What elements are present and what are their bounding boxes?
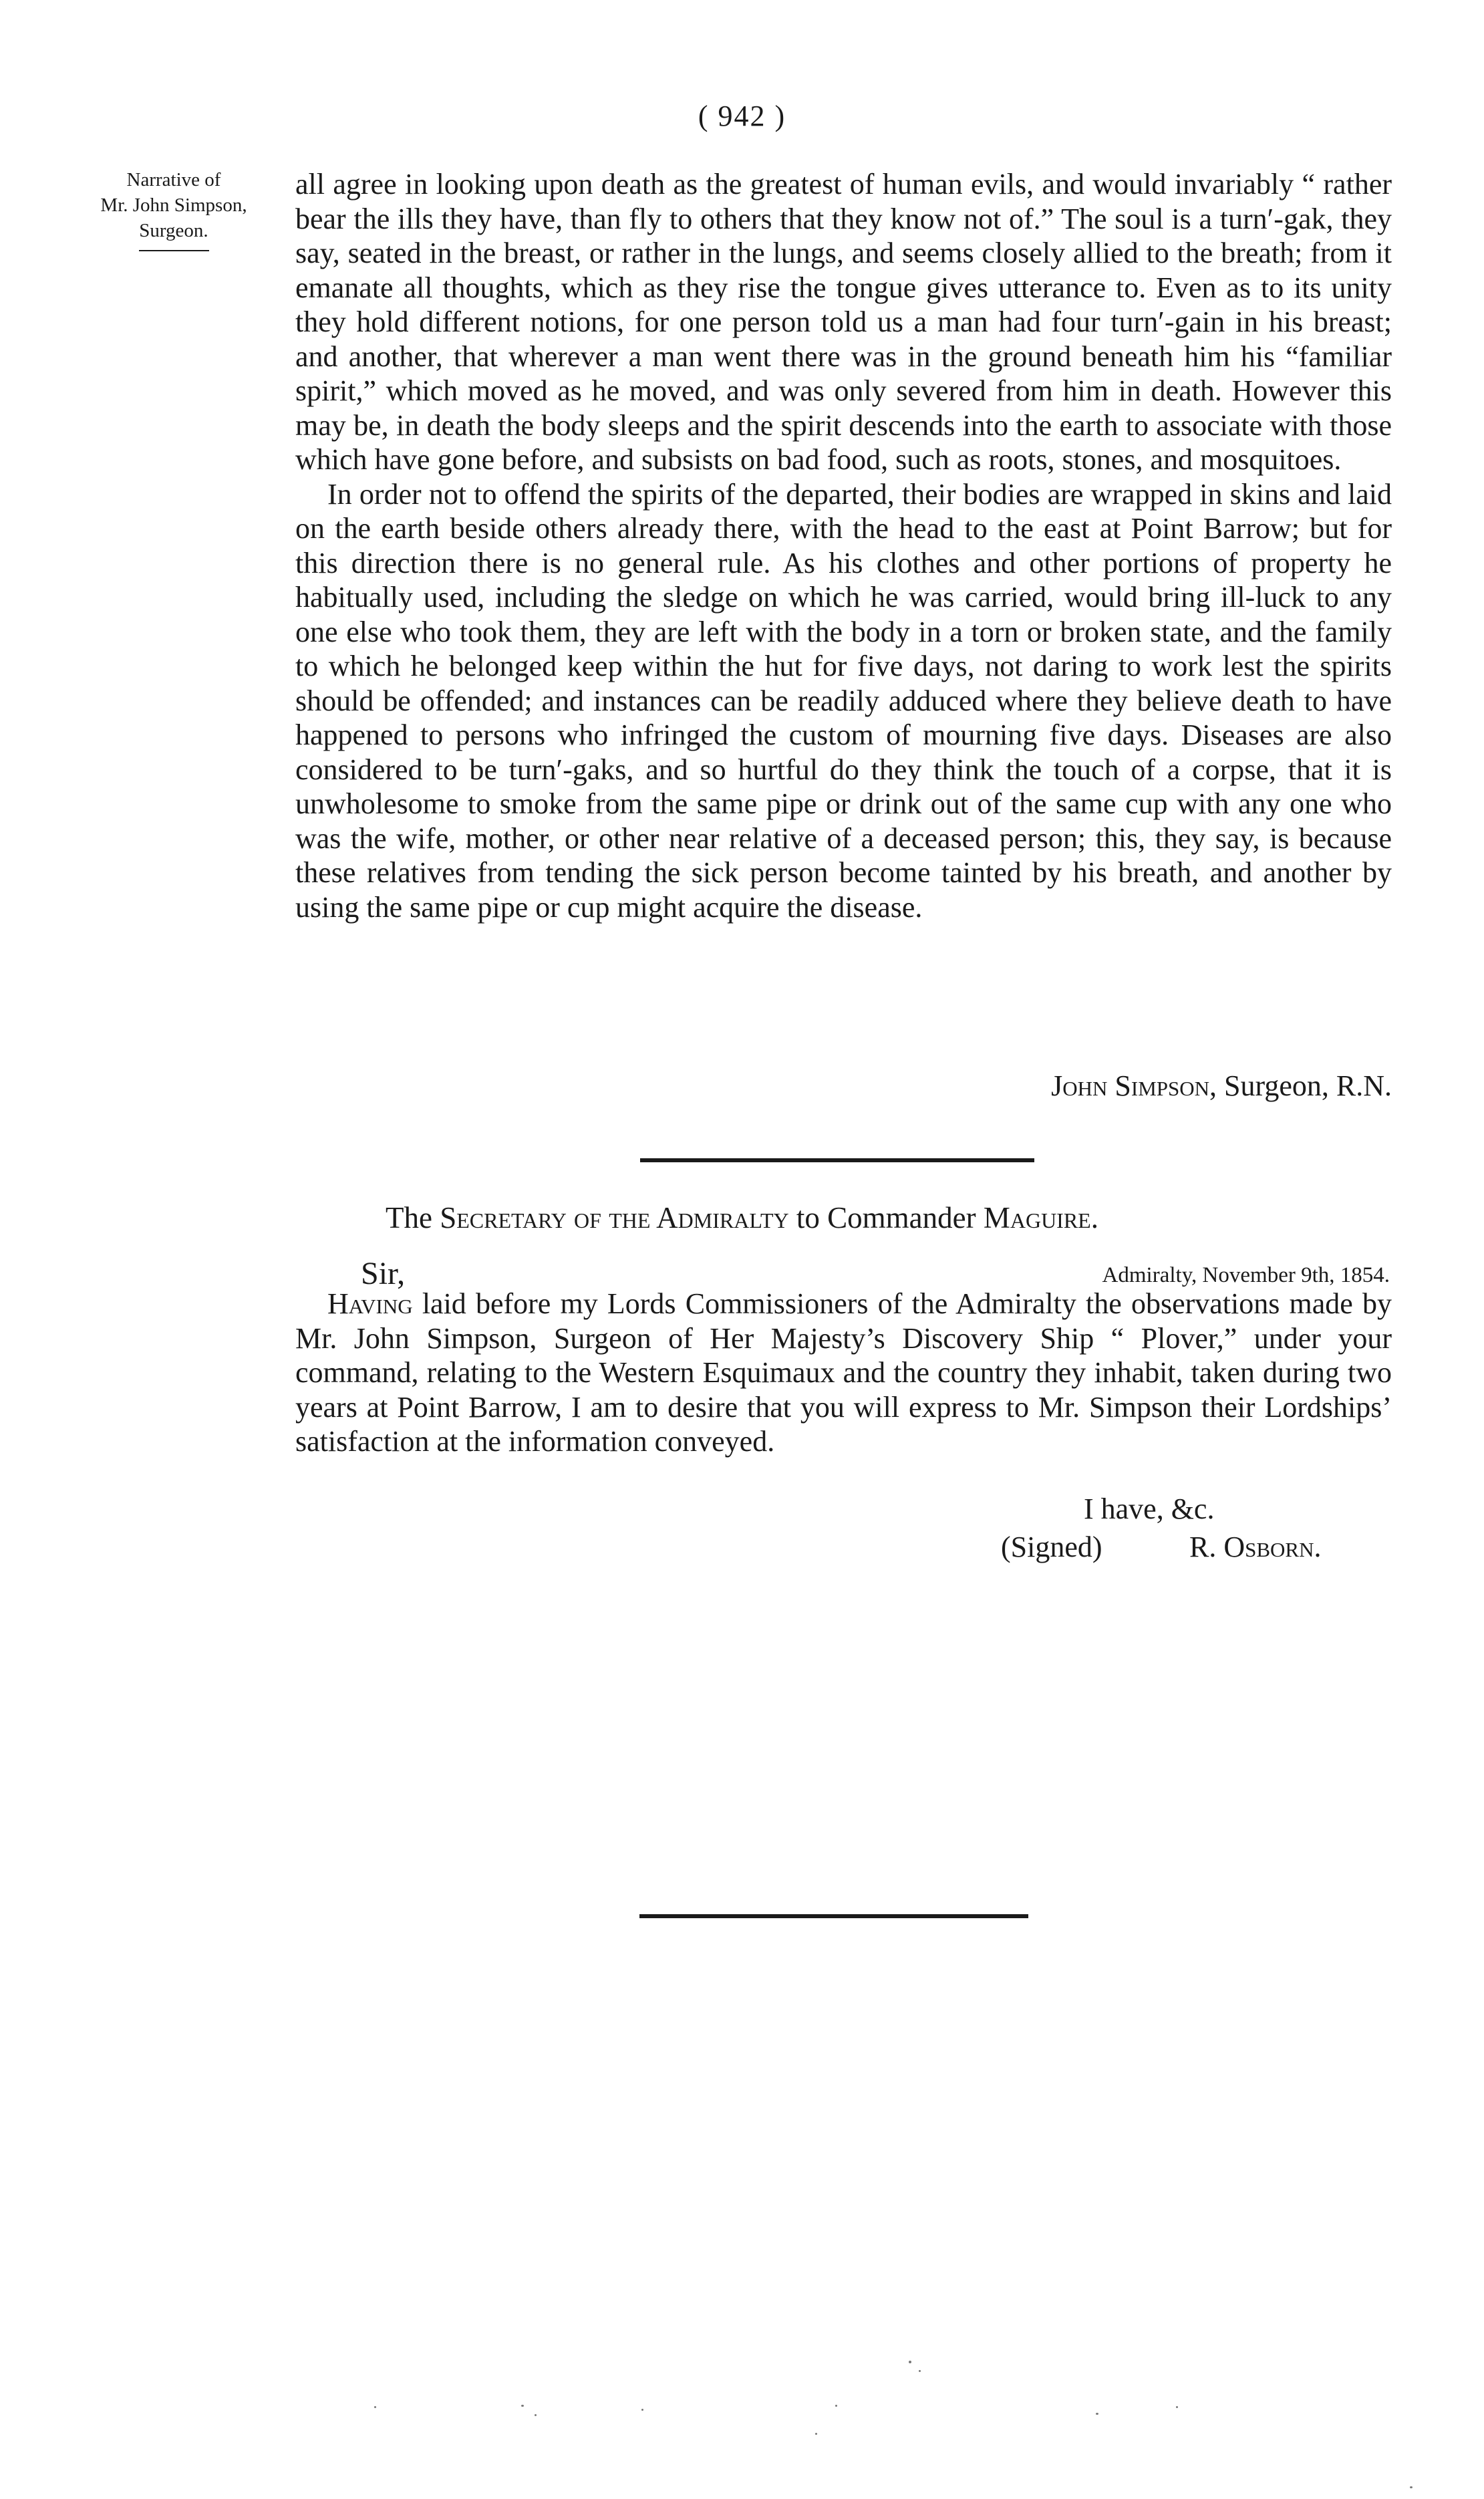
signature-title: , Surgeon, R.N. (1209, 1069, 1392, 1102)
end-rule (639, 1914, 1028, 1918)
letter-opening-word: Having (327, 1287, 413, 1320)
letter-signer: R. Osborn. (1189, 1531, 1322, 1563)
margin-note (67, 167, 281, 251)
heading-to-word: to Commander (788, 1201, 984, 1234)
letter-dateline: Admiralty, November 9th, 1854. (1102, 1263, 1390, 1287)
margin-note-line-2: Mr. John Simpson, (100, 194, 247, 216)
heading-sender: Secretary of the Admiralty (440, 1201, 789, 1234)
scan-speck (641, 2409, 643, 2411)
section-divider-rule (640, 1158, 1034, 1162)
letter-closing: I have, &c. (1084, 1492, 1215, 1525)
narrative-text (295, 167, 1392, 924)
signature-name: John Simpson (1051, 1069, 1210, 1102)
scan-speck (1096, 2413, 1098, 2415)
scan-speck (374, 2406, 376, 2408)
scan-speck (835, 2405, 837, 2407)
margin-note-line-1: Narrative of (126, 169, 221, 190)
margin-note-rule (139, 250, 209, 251)
page-number: ( 942 ) (698, 100, 786, 132)
signed-label: (Signed) (1001, 1531, 1102, 1563)
letter-heading (0, 1200, 1484, 1235)
narrative-paragraph-1: all agree in looking upon death as the greatest of human evils, and would invariably “ rather bear the ills they have, than fly to others that they know not of.” The soul is a turn′-gak, they say, seated in the breast, or rather in the lungs, and seems closely allied to the breath; from it emanate all thoughts, which as they rise the tongue gives utterance to. Even as to its unity they hold different notions, for one person told us a man had four turn′-gain in his breast; and another, that wherever a man went there was in the ground beneath him his “familiar spirit,” which moved as he moved, and was only severed from him in death. However this may be, in death the body sleeps and the spirit descends into the earth to associate with those which have gone before, and subsists on bad food, such as roots, stones, and mosquitoes. (295, 168, 1392, 476)
scan-speck (1176, 2406, 1178, 2408)
letter-body (295, 1287, 1392, 1459)
heading-recipient: Maguire. (983, 1201, 1098, 1234)
narrative-signature (295, 1069, 1392, 1103)
letter-salutation: Sir, (361, 1256, 406, 1291)
scan-speck (521, 2405, 524, 2407)
letter-body-text: laid before my Lords Commissioners of the Admiralty the observations made by Mr. John Simpson, Surgeon of Her Majesty’s Discovery Ship “ Plover,” under your command, relating to the Western Esquimaux and the country they inhabit, taken during two years at Point Barrow, I am to desire that you will express to Mr. Simpson their Lordships’ satisfaction at the information conveyed. (295, 1287, 1392, 1458)
scan-speck (1410, 2486, 1413, 2488)
margin-note-line-3: Surgeon. (139, 220, 208, 241)
scan-speck (535, 2414, 537, 2416)
narrative-paragraph-2: In order not to offend the spirits of the departed, their bodies are wrapped in skins and laid on the earth beside others already there, with the head to the east at Point Barrow; but for this direction there is no general rule. As his clothes and other portions of property he habitually used, including the sledge on which he was carried, would bring ill-luck to any one else who took them, they are left with the body in a torn or broken state, and the family to which he belonged keep within the hut for five days, not daring to work lest the spirits should be offended; and instances can be readily adduced where they believe death to have happened to persons who infringed the custom of mourning five days. Diseases are also considered to be turn′-gaks, and so hurtful do they think the touch of a corpse, that it is unwholesome to smoke from the same pipe or drink out of the same cup with any one who was the wife, mother, or other near relative of a deceased person; this, they say, is because these relatives from tending the sick person become tainted by his breath, and another by using the same pipe or cup might acquire the disease. (295, 477, 1392, 924)
scan-speck (815, 2433, 817, 2435)
heading-the: The (386, 1201, 440, 1234)
scan-speck (919, 2370, 921, 2372)
scan-speck (909, 2361, 911, 2363)
